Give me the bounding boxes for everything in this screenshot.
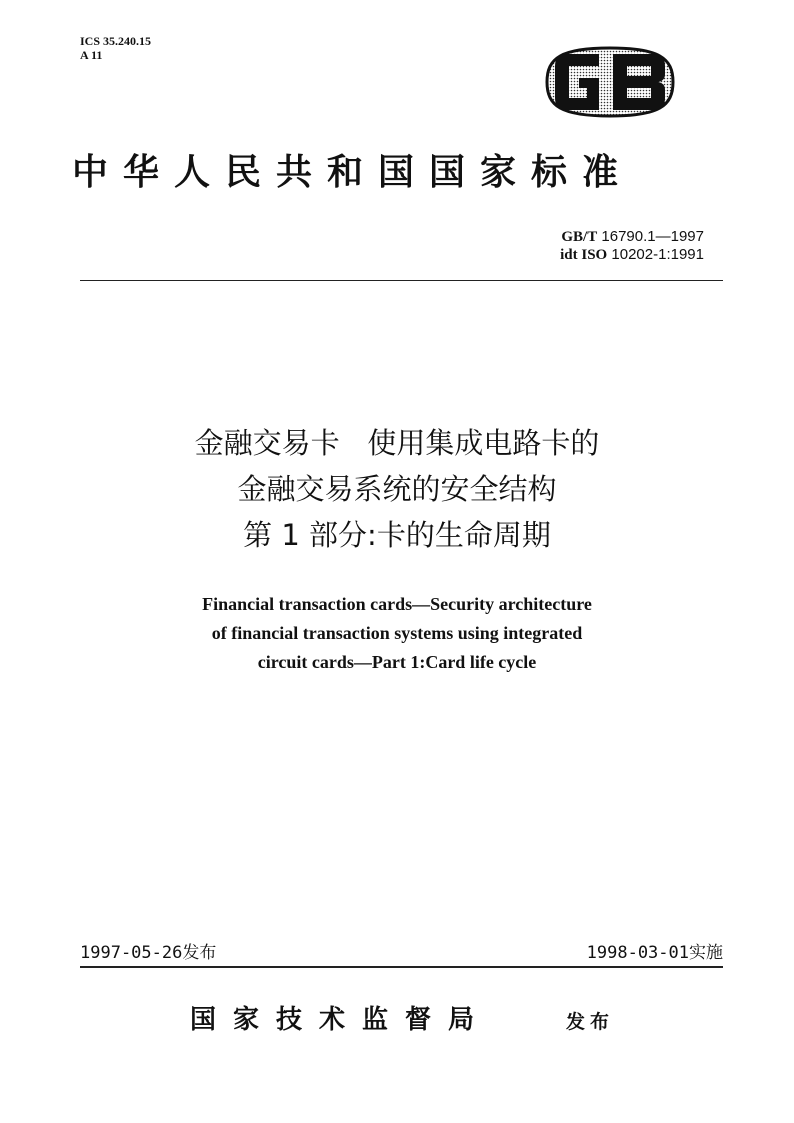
chinese-title-line-3: 第 1 部分:卡的生命周期 (243, 518, 551, 552)
bottom-divider (80, 966, 723, 968)
class-code: A 11 (80, 48, 103, 62)
issuing-authority: 国家技术监督局 (190, 1005, 492, 1035)
idt-label: idt ISO (560, 247, 608, 263)
ics-code-block (80, 34, 151, 62)
english-title-line-3: circuit cards—Part 1:Card life cycle (257, 652, 537, 672)
top-divider (80, 280, 723, 281)
standard-numbers (560, 228, 704, 264)
issue-label: 发布 (566, 1011, 615, 1033)
gb-logo-icon (537, 44, 683, 120)
gb-standard-number (560, 228, 704, 246)
issue-date: 1997-05-26发布 (80, 943, 217, 963)
gb-number: 16790.1—1997 (601, 228, 704, 245)
english-title-line-1: Financial transaction cards—Security architecture (202, 594, 592, 614)
ics-code: ICS 35.240.15 (80, 34, 152, 48)
iso-standard-number (560, 246, 704, 264)
effective-date: 1998-03-01实施 (586, 943, 723, 963)
english-title (0, 590, 794, 677)
english-title-line-2: of financial transaction systems using integrated (211, 623, 583, 643)
organization-title: 中华人民共和国国家标准 (72, 151, 634, 193)
chinese-title-line-2: 金融交易系统的安全结构 (237, 472, 557, 506)
chinese-title-line-1: 金融交易卡 使用集成电路卡的 (194, 426, 600, 460)
gb-label: GB/T (561, 229, 598, 245)
chinese-title (0, 420, 794, 558)
idt-number: 10202-1:1991 (611, 246, 704, 263)
